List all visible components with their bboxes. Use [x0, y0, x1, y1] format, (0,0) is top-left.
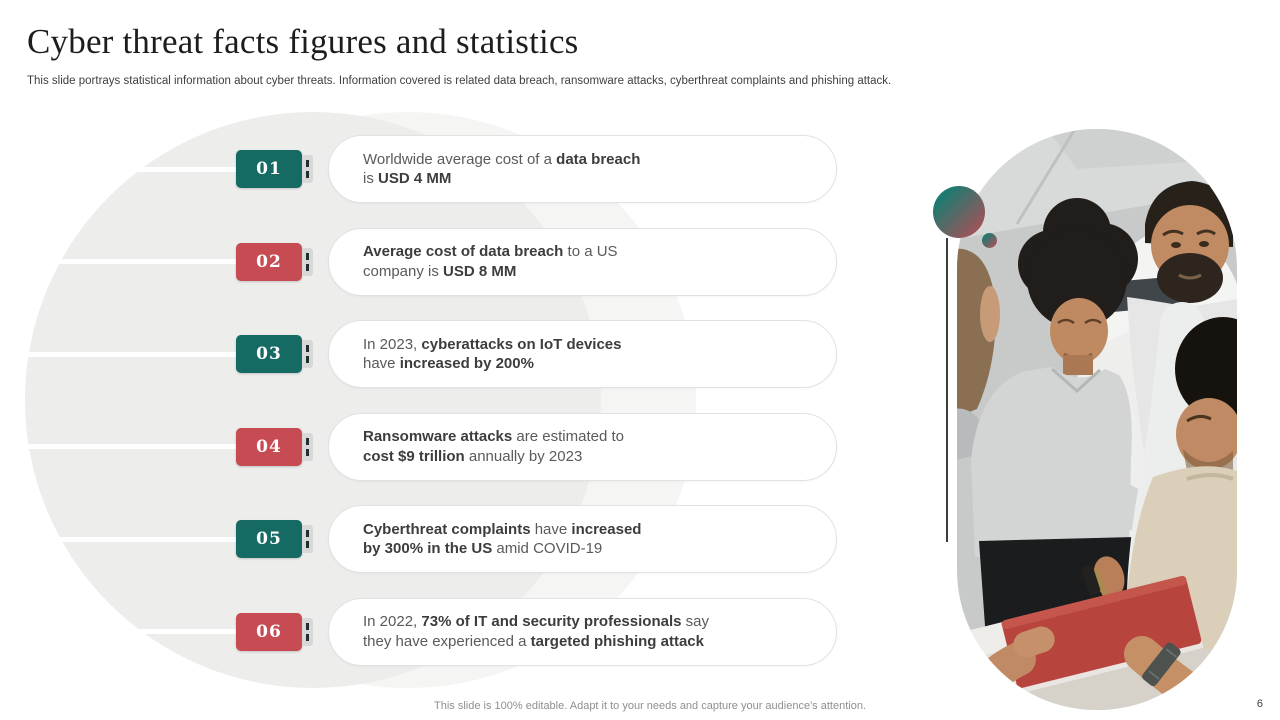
row-connector-line: [0, 537, 242, 542]
fact-text-line-1: Average cost of data breach to a US: [363, 243, 618, 260]
item-number-badge: 01: [236, 150, 302, 188]
fact-text-line-1: In 2023, cyberattacks on IoT devices: [363, 335, 622, 353]
fact-text-line-1: In 2022, 73% of IT and security professionals say: [363, 613, 709, 630]
decorative-stem-line: [946, 238, 948, 542]
fact-text-line-1: Cyberthreat complaints have increased: [363, 520, 642, 538]
item-number-badge: 02: [236, 243, 302, 281]
row-connector-line: [0, 444, 242, 449]
fact-text-line-2: have increased by 200%: [363, 355, 534, 372]
footer-note: This slide is 100% editable. Adapt it to your needs and capture your audience's attention.: [434, 700, 866, 712]
fact-card: [328, 228, 837, 296]
fact-row: [0, 598, 837, 666]
fact-card: [328, 135, 837, 203]
fact-text-line-2: by 300% in the US amid COVID-19: [363, 540, 603, 557]
fact-card: [328, 413, 837, 481]
page-subtitle: This slide portrays statistical information about cyber threats. Information covered is related data breach, ransomware attacks, cyberthreat complaints and phishing attack.: [27, 75, 892, 87]
fact-row: [0, 505, 837, 573]
row-connector-line: [0, 259, 242, 264]
fact-text-line-2: is USD 4 MM: [363, 170, 452, 187]
gradient-circle-small: [982, 233, 997, 248]
row-connector-line: [0, 629, 242, 634]
gradient-circle-large: [933, 186, 985, 238]
fact-card: [328, 505, 837, 573]
usb-plug-icon: [302, 155, 313, 183]
team-photo-illustration: [957, 129, 1237, 710]
item-number-badge: 03: [236, 335, 302, 373]
fact-card: [328, 598, 837, 666]
fact-text-line-2: company is USD 8 MM: [363, 262, 517, 280]
page-number: 6: [1256, 698, 1263, 710]
usb-plug-icon: [302, 618, 313, 646]
usb-plug-icon: [302, 340, 313, 368]
item-number-badge: 05: [236, 520, 302, 558]
item-number-badge: 06: [236, 613, 302, 651]
usb-plug-icon: [302, 248, 313, 276]
fact-card: [328, 320, 837, 388]
usb-plug-icon: [302, 525, 313, 553]
fact-text-line-2: cost $9 trillion annually by 2023: [363, 447, 583, 465]
row-connector-line: [0, 167, 242, 172]
fact-text-line-2: they have experienced a targeted phishing attack: [363, 632, 704, 650]
item-number-badge: 04: [236, 428, 302, 466]
fact-row: [0, 320, 837, 388]
fact-row: [0, 135, 837, 203]
usb-plug-icon: [302, 433, 313, 461]
fact-text-line-1: Worldwide average cost of a data breach: [363, 150, 641, 168]
team-photo: [957, 129, 1237, 710]
fact-row: [0, 228, 837, 296]
fact-row: [0, 413, 837, 481]
row-connector-line: [0, 352, 242, 357]
page-title: Cyber threat facts figures and statistics: [27, 22, 579, 61]
fact-text-line-1: Ransomware attacks are estimated to: [363, 428, 624, 445]
